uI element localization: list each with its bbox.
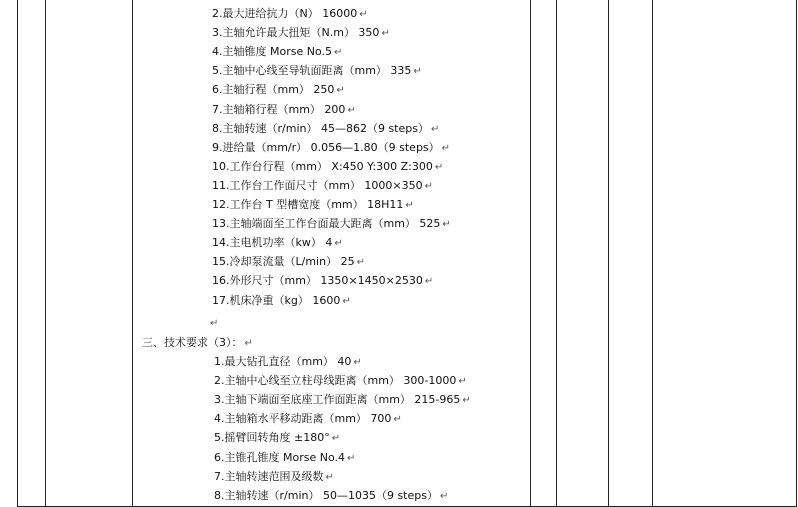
list-item-text: 摇臂回转角度 ±180°: [224, 431, 330, 445]
list-item-number: 3.: [214, 393, 225, 407]
list-item-number: 5.: [214, 431, 225, 445]
paragraph-mark: ↵: [462, 395, 471, 407]
table-col-divider: [608, 0, 609, 507]
list-item-text: 主轴锥度 Morse No.5: [222, 45, 332, 59]
table-border-left: [17, 0, 18, 507]
list-item-number: 2.: [212, 7, 223, 20]
list-item-text: 主轴转速（r/min） 45—862（9 steps）: [222, 121, 429, 135]
list-item: [212, 252, 365, 272]
list-item: [212, 42, 342, 62]
paragraph-mark: ↵: [347, 452, 356, 464]
list-item-number: 7.: [214, 469, 225, 483]
list-item: [212, 138, 450, 158]
table-border-right: [796, 0, 797, 507]
list-item-text: 主轴行程（mm） 250: [222, 83, 335, 97]
list-item: [214, 352, 362, 372]
list-item: [212, 195, 414, 215]
paragraph-mark: ↵: [434, 161, 444, 173]
paragraph-mark: ↵: [334, 238, 343, 250]
list-item-number: 5.: [212, 64, 223, 78]
list-item: [212, 233, 343, 253]
list-item-text: 冷却泵流量（L/min） 25: [229, 255, 355, 269]
list-item: [212, 176, 433, 196]
table-col-divider: [556, 0, 557, 507]
list-item-number: 6.: [212, 83, 223, 97]
list-item-number: 4.: [212, 45, 223, 59]
list-item: [214, 428, 340, 448]
list-item-number: 14.: [212, 236, 230, 250]
paragraph-mark: ↵: [430, 123, 440, 135]
list-item-number: 17.: [212, 293, 230, 307]
paragraph-mark: ↵: [336, 85, 345, 97]
paragraph-mark: ↵: [381, 28, 390, 40]
list-item-text: 最大钻孔直径（mm） 40: [224, 355, 352, 368]
table-col-divider: [652, 0, 653, 507]
list-item-text: 主电机功率（kw） 4: [229, 236, 333, 250]
paragraph-mark: ↵: [342, 295, 351, 307]
paragraph-mark: ↵: [210, 318, 219, 329]
list-item-number: 2.: [214, 374, 225, 388]
list-item-text: 主轴下端面至底座工作面距离（mm） 215-965: [224, 393, 461, 407]
paragraph-mark: ↵: [334, 47, 343, 59]
list-item: [214, 448, 355, 468]
list-item-number: 11.: [212, 178, 230, 192]
list-item-text: 进给量（mm/r） 0.056—1.80（9 steps）: [222, 140, 440, 154]
list-item: [214, 390, 471, 410]
list-item-text: 主轴转速范围及级数: [224, 469, 324, 483]
list-item: [214, 371, 467, 391]
list-item: [212, 100, 356, 120]
list-item-text: 主轴箱行程（mm） 200: [222, 102, 346, 116]
list-item-text: 主锥孔锥度 Morse No.4: [224, 450, 345, 464]
list-item: [214, 467, 334, 487]
list-item-text: 主轴箱水平移动距离（mm） 700: [224, 412, 392, 426]
spec-cell: [136, 0, 530, 507]
list-item-text: 最大进给抗力（N） 16000: [222, 7, 358, 20]
list-item-number: 3.: [212, 26, 223, 40]
list-item-text: 主轴转速（r/min） 50—1035（9 steps）: [224, 488, 438, 502]
list-item: [212, 23, 390, 43]
list-item-text: 外形尺寸（mm） 1350×1450×2530: [229, 274, 423, 288]
table-col-divider: [530, 0, 531, 507]
paragraph-mark: ↵: [424, 180, 434, 192]
paragraph-mark: ↵: [353, 357, 362, 368]
paragraph-mark: ↵: [359, 9, 368, 20]
list-item-number: 8.: [214, 488, 225, 502]
paragraph-mark: ↵: [331, 433, 341, 445]
table-col-divider: [132, 0, 133, 507]
table-col-divider: [45, 0, 46, 507]
paragraph-mark: ↵: [393, 414, 402, 426]
list-item: [212, 291, 351, 311]
paragraph-mark: ↵: [441, 142, 451, 154]
list-item-number: 12.: [212, 198, 230, 211]
paragraph-mark: ↵: [356, 257, 365, 269]
list-item-text: 主轴端面至工作台面最大距离（mm） 525: [229, 217, 441, 231]
list-item: [214, 486, 448, 506]
list-item-number: 13.: [212, 217, 230, 231]
list-item: [212, 119, 439, 139]
list-item-number: 10.: [212, 159, 230, 173]
list-item-number: 7.: [212, 102, 223, 116]
list-item-text: 工作台工作面尺寸（mm） 1000×350: [229, 178, 423, 192]
list-item: [212, 214, 451, 234]
list-item-number: 8.: [212, 121, 223, 135]
list-item-text: 机床净重（kg） 1600: [229, 293, 341, 307]
list-item-text: 主轴中心线至导轨面距离（mm） 335: [222, 64, 412, 78]
list-item-number: 4.: [214, 412, 225, 426]
paragraph-mark: ↵: [439, 490, 449, 502]
list-item-number: 1.: [214, 355, 225, 368]
list-item: [214, 409, 402, 429]
list-item: [212, 61, 422, 81]
paragraph-mark: ↵: [405, 200, 414, 211]
list-item-number: 16.: [212, 274, 230, 288]
list-item-text: 工作台 T 型槽宽度（mm） 18H11: [229, 198, 404, 211]
paragraph-mark: ↵: [458, 376, 467, 388]
list-item-number: 9.: [212, 140, 223, 154]
list-item-number: 15.: [212, 255, 230, 269]
list-item: [212, 157, 443, 177]
paragraph-mark: ↵: [442, 219, 451, 231]
paragraph-mark: ↵: [347, 104, 356, 116]
list-item-number: 6.: [214, 450, 225, 464]
list-item: [212, 271, 433, 291]
paragraph-mark: ↵: [325, 471, 334, 483]
paragraph-mark: ↵: [424, 276, 434, 288]
list-item-text: 主轴允许最大扭矩（N.m） 350: [222, 26, 380, 40]
paragraph-mark: ↵: [413, 66, 422, 78]
list-item: [212, 80, 345, 100]
list-item-text: 主轴中心线至立柱母线距离（mm） 300-1000: [224, 374, 457, 388]
list-item-text: 工作台行程（mm） X:450 Y:300 Z:300: [229, 159, 433, 173]
section-title: 三、技术要求（3）： ↵: [142, 336, 253, 349]
list-item: [212, 4, 368, 24]
